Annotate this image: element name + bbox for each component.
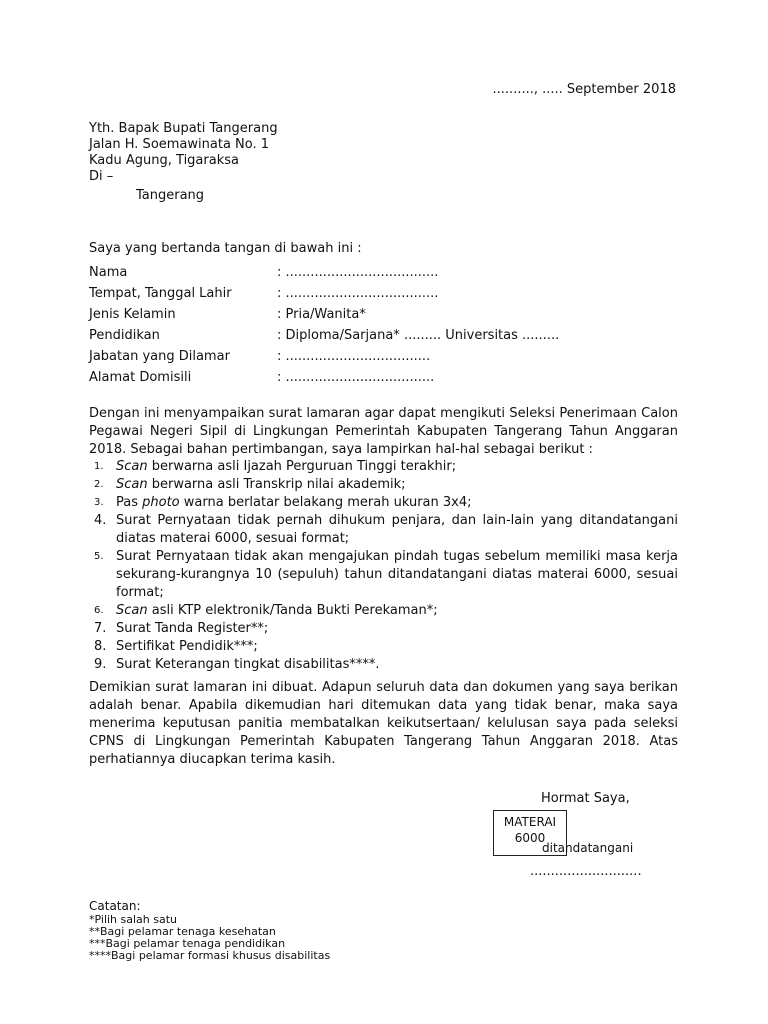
recipient-line-5: Tangerang bbox=[136, 188, 205, 203]
footnotes-title: Catatan: bbox=[89, 899, 141, 913]
list-item bbox=[89, 656, 678, 674]
item-emphasis: photo bbox=[142, 495, 180, 510]
item-emphasis: Scan bbox=[116, 603, 148, 618]
recipient-line-3: Kadu Agung, Tigaraksa bbox=[89, 153, 239, 168]
item-text: warna berlatar belakang merah ukuran 3x4; bbox=[179, 495, 472, 510]
field-label: Tempat, Tanggal Lahir bbox=[89, 286, 232, 301]
field-alamat bbox=[89, 370, 689, 391]
list-item bbox=[89, 458, 678, 476]
item-number: 9. bbox=[94, 657, 107, 672]
item-number: 6. bbox=[94, 605, 104, 616]
item-number: 2. bbox=[94, 479, 104, 490]
date-line: .........., ..... September 2018 bbox=[492, 82, 676, 97]
intro-text: Saya yang bertanda tangan di bawah ini : bbox=[89, 241, 362, 256]
footnote-2: **Bagi pelamar tenaga kesehatan bbox=[89, 925, 276, 938]
materai-label: MATERAI bbox=[503, 815, 557, 829]
materai-value: 6000 bbox=[514, 831, 546, 845]
body-paragraph-1: Dengan ini menyampaikan surat lamaran agar dapat mengikuti Seleksi Penerimaan Calon Pegawai Negeri Sipil di Lingkungan Pemerintah Kabupaten Tangerang Tahun Anggaran 2018. Sebagai bahan pertimbangan, saya lampirkan hal-hal sebagai berikut : bbox=[89, 406, 678, 457]
item-text: Surat Tanda Register**; bbox=[116, 621, 269, 636]
field-label: Pendidikan bbox=[89, 328, 160, 343]
item-text: asli KTP elektronik/Tanda Bukti Perekaman*; bbox=[147, 603, 438, 618]
footnote-4: ****Bagi pelamar formasi khusus disabilitas bbox=[89, 949, 331, 962]
field-label: Nama bbox=[89, 265, 128, 280]
item-number: 8. bbox=[94, 639, 107, 654]
item-text: berwarna asli Ijazah Perguruan Tinggi terakhir; bbox=[147, 459, 457, 474]
item-text: Surat Keterangan tingkat disabilitas****. bbox=[116, 657, 380, 672]
closing-salutation: Hormat Saya, bbox=[541, 791, 630, 806]
list-item bbox=[89, 602, 678, 620]
signed-text: ditandatangani bbox=[542, 841, 634, 855]
body-paragraph-2: Demikian surat lamaran ini dibuat. Adapun seluruh data dan dokumen yang saya berikan adalah benar. Apabila dikemudian hari ditemukan data yang tidak benar, maka saya menerima keputusan panitia membatalkan keikutsertaan/ kelulusan saya pada seleksi CPNS di Lingkungan Pemerintah Kabupaten Tangerang Tahun Anggaran 2018. Atas perhatiannya diucapkan terima kasih. bbox=[89, 680, 678, 767]
item-emphasis: Scan bbox=[116, 459, 148, 474]
footnote-3: ***Bagi pelamar tenaga pendidikan bbox=[89, 937, 286, 950]
list-item bbox=[89, 638, 678, 656]
field-nama bbox=[89, 265, 689, 286]
field-jabatan bbox=[89, 349, 689, 370]
item-text: Surat Pernyataan tidak pernah dihukum penjara, dan lain-lain yang ditandatangani diatas materai 6000, sesuai format; bbox=[116, 513, 678, 546]
footnote-1: *Pilih salah satu bbox=[89, 913, 178, 926]
item-emphasis: Scan bbox=[116, 477, 148, 492]
item-text: Sertifikat Pendidik***; bbox=[116, 639, 258, 654]
recipient-line-4: Di – bbox=[89, 169, 114, 184]
list-item bbox=[89, 620, 678, 638]
item-number: 1. bbox=[94, 461, 104, 472]
field-value: : .................................... bbox=[277, 370, 435, 385]
recipient-address bbox=[89, 121, 278, 204]
applicant-fields bbox=[89, 265, 689, 391]
field-label: Jabatan yang Dilamar bbox=[89, 349, 230, 364]
item-prefix: Pas bbox=[116, 495, 143, 510]
item-number: 7. bbox=[94, 621, 107, 636]
footnotes bbox=[89, 900, 330, 962]
attachment-list bbox=[89, 458, 678, 674]
field-value: : Pria/Wanita* bbox=[277, 307, 366, 322]
item-text: berwarna asli Transkrip nilai akademik; bbox=[147, 477, 406, 492]
item-number: 4. bbox=[94, 513, 107, 528]
list-item bbox=[89, 494, 678, 512]
item-number: 5. bbox=[94, 551, 104, 562]
signature-line: ........................... bbox=[530, 864, 642, 879]
item-number: 3. bbox=[94, 497, 104, 508]
item-text: Surat Pernyataan tidak akan mengajukan pindah tugas sebelum memiliki masa kerja sekurang-kurangnya 10 (sepuluh) tahun ditandatangani diatas materai 6000, sesuai format; bbox=[116, 549, 678, 600]
field-tempat-tanggal-lahir bbox=[89, 286, 689, 307]
field-label: Alamat Domisili bbox=[89, 370, 192, 385]
list-item bbox=[89, 512, 678, 548]
field-value: : ................................... bbox=[277, 349, 431, 364]
field-value: : ..................................... bbox=[277, 286, 439, 301]
field-value: : Diploma/Sarjana* ......... Universitas ......... bbox=[277, 328, 560, 343]
recipient-line-1: Yth. Bapak Bupati Tangerang bbox=[89, 121, 278, 136]
field-pendidikan bbox=[89, 328, 689, 349]
field-jenis-kelamin bbox=[89, 307, 689, 328]
recipient-line-2: Jalan H. Soemawinata No. 1 bbox=[89, 137, 270, 152]
list-item bbox=[89, 548, 678, 602]
field-label: Jenis Kelamin bbox=[89, 307, 176, 322]
list-item bbox=[89, 476, 678, 494]
field-value: : ..................................... bbox=[277, 265, 439, 280]
